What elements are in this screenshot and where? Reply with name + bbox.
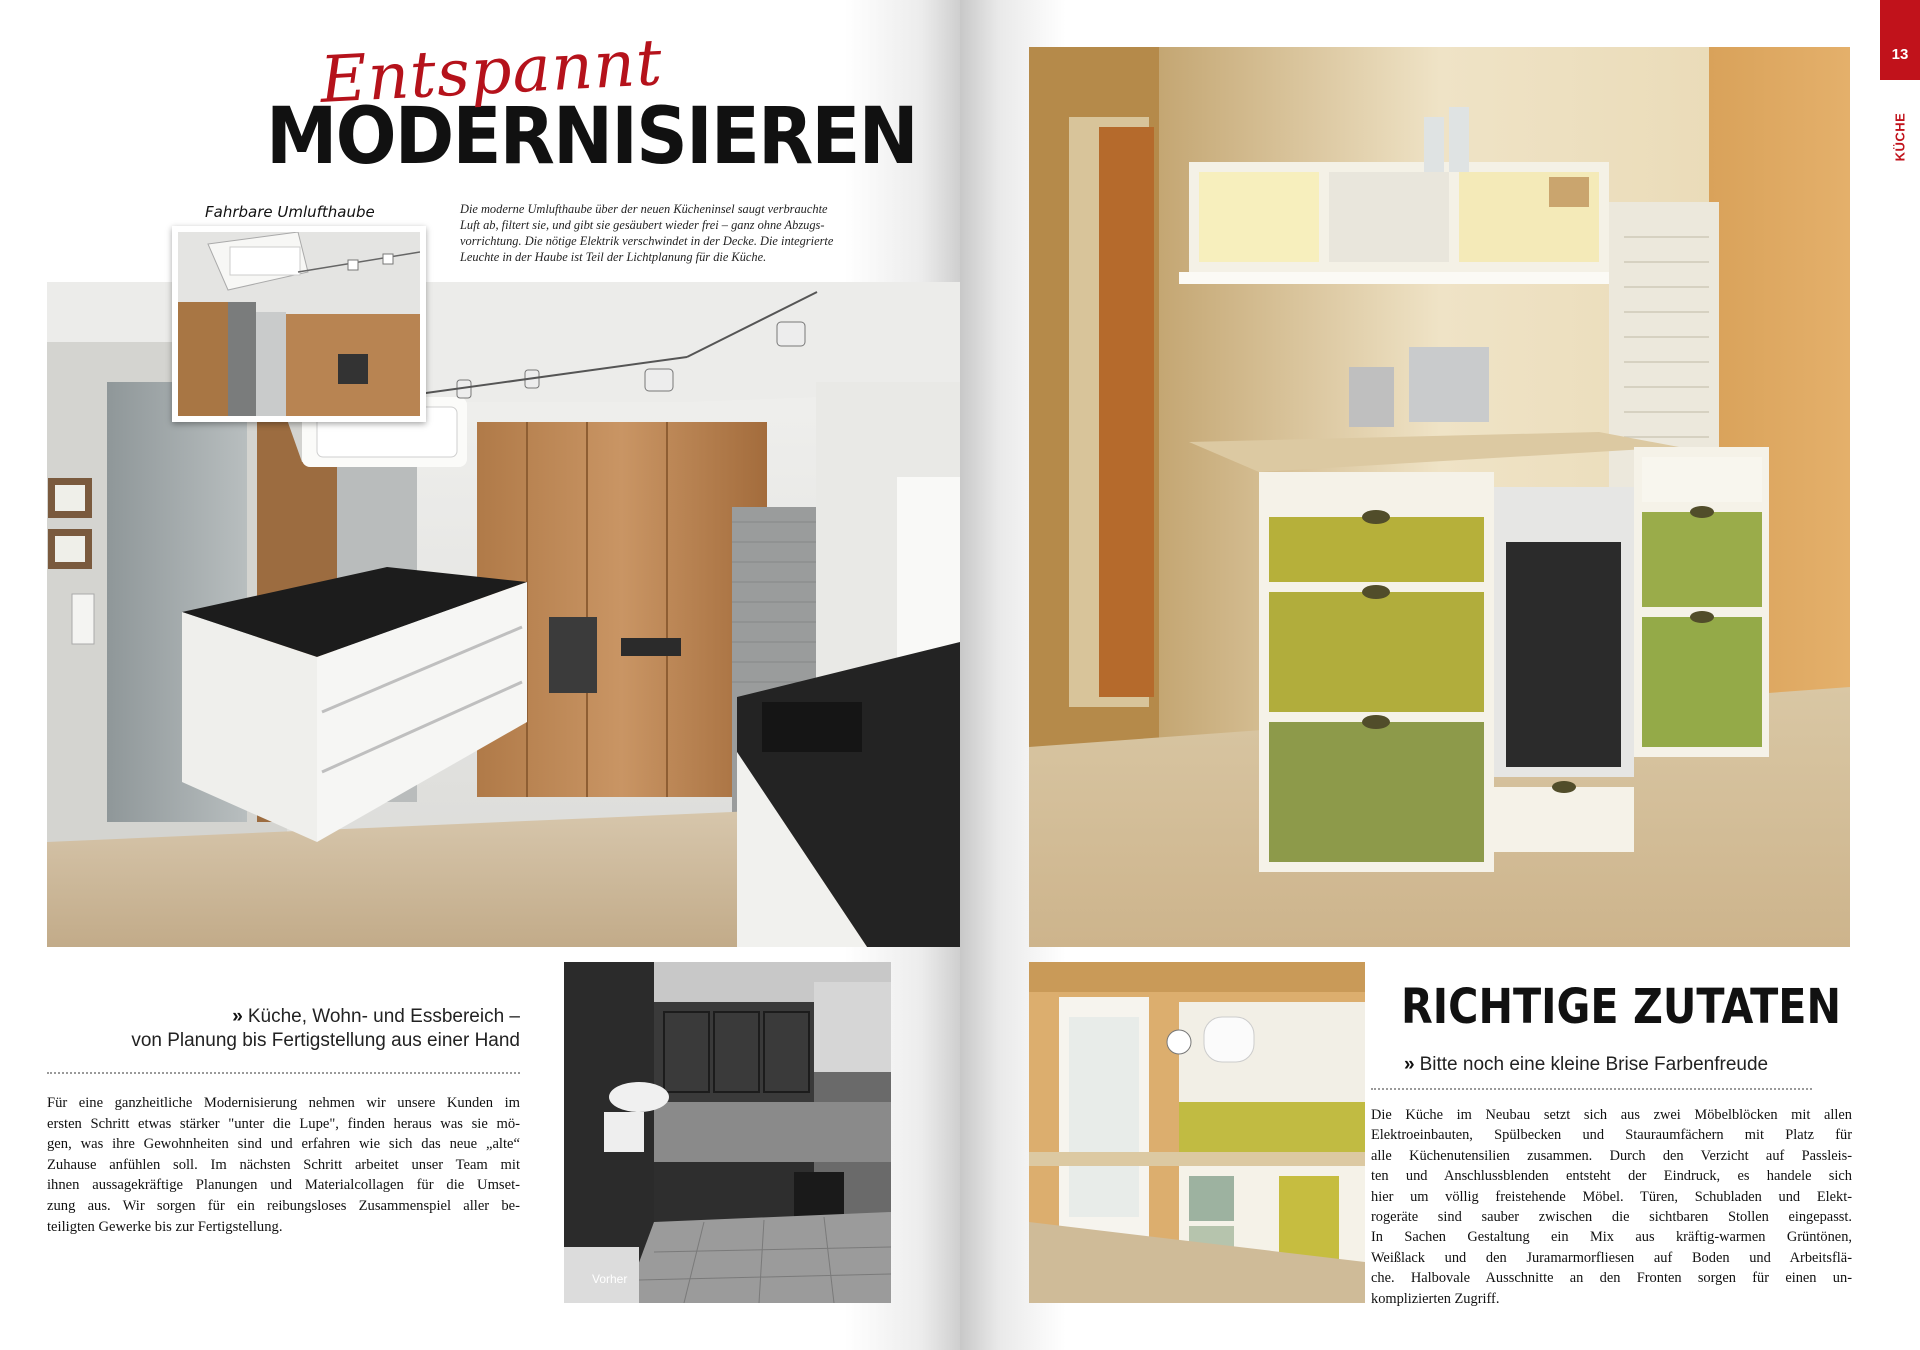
body-line: Die Küche im Neubau setzt sich aus zwei Möbelblöcken mit allen (1371, 1107, 1852, 1123)
inset-hood-photo (178, 232, 420, 416)
inset-label: Fahrbare Umlufthaube (205, 203, 375, 221)
page-number: 13 (1891, 46, 1909, 63)
left-subheadline (80, 1005, 520, 1053)
inset-caption (460, 201, 890, 265)
page-number-tab (1880, 0, 1920, 80)
body-line: In Sachen Gestaltung ein Mix aus kräftig-warmen Grüntönen, (1371, 1229, 1852, 1246)
body-line: ersten Schritt etwas stärker "unter die Lupe", finden heraus was sie mö- (47, 1115, 520, 1132)
left-body-text (47, 1093, 520, 1237)
body-line: ihnen aussagekräftige Planungen und Materialcollagen für die Umset- (47, 1177, 520, 1194)
double-chevron-icon: » (232, 1006, 240, 1027)
body-line: alle Küchenutensilien zusammen. Durch den Verzicht auf Passleis- (1371, 1147, 1852, 1164)
body-line: hier um völlig freistehende Möbel. Türen, Schubladen und Elekt- (1371, 1188, 1852, 1205)
section-label-text: KÜCHE (1892, 112, 1908, 162)
green-kitchen-photo (1029, 47, 1850, 947)
caption-line: Luft ab, filtert sie, und gibt sie gesäubert wieder frei – ganz ohne Abzugs- (460, 218, 825, 232)
right-body-text (1371, 1105, 1852, 1309)
subheadline-line-2: von Planung bis Fertigstellung aus einer Hand (131, 1030, 520, 1051)
caption-line: vorrichtung. Die nötige Elektrik verschwindet in der Decke. Die integrierte (460, 234, 834, 248)
body-line: komplizierten Zugriff. (1371, 1290, 1500, 1307)
dotted-divider (47, 1072, 520, 1074)
body-line: zung aus. Wir sorgen für ein reibungsloses Zusammenspiel aller be- (47, 1197, 520, 1214)
page-title: MODERNISIEREN (266, 92, 917, 182)
body-line: ten und Anschlussblenden entsteht der Eindruck, es handele sich (1371, 1168, 1852, 1185)
caption-line: Leuchte in der Haube ist Teil der Lichtplanung für die Küche. (460, 250, 767, 264)
before-photo (564, 962, 891, 1303)
body-line: che. Halbovale Ausschnitte an den Fronten sorgen für einen un- (1371, 1270, 1852, 1287)
caption-line: Die moderne Umlufthaube über der neuen Kücheninsel saugt verbrauchte (460, 202, 828, 216)
body-line: gen, was ihre Gewohnheiten sind und erfahren wie sich das neue „alte“ (47, 1136, 520, 1153)
right-subheadline (1404, 1054, 1768, 1076)
subheadline-text-1: Küche, Wohn- und Essbereich – (247, 1006, 520, 1027)
right-page (960, 0, 1920, 1350)
section-label (1878, 107, 1920, 167)
small-kitchen-photo (1029, 962, 1365, 1303)
subheadline-line-1 (80, 1005, 520, 1029)
body-line: Für eine ganzheitliche Modernisierung nehmen wir unsere Kunden im (47, 1095, 520, 1111)
right-subheadline-text: Bitte noch eine kleine Brise Farbenfreude (1419, 1054, 1769, 1075)
body-line: Zuhause anfühlen soll. Im nächsten Schritt arbeitet unser Team mit (47, 1156, 520, 1173)
body-line: rogeräte sind sauber zwischen die sichtbaren Stollen eingepasst. (1371, 1209, 1852, 1226)
double-chevron-icon: » (1404, 1054, 1412, 1075)
before-photo-label: Vorher (592, 1272, 628, 1286)
dotted-divider (1371, 1088, 1812, 1090)
body-line: teiligten Gewerke bis zur Fertigstellung. (47, 1218, 283, 1235)
inset-photo-frame (172, 226, 426, 422)
body-line: Elektroeinbauten, Spülbecken und Stauraumfächern mit Platz für (1371, 1127, 1852, 1144)
right-title: RICHTIGE ZUTATEN (1401, 979, 1842, 1035)
body-line: Weißlack und den Juramarmorfliesen auf Boden und Arbeitsflä- (1371, 1249, 1852, 1266)
title-script: Entspannt (318, 26, 665, 118)
